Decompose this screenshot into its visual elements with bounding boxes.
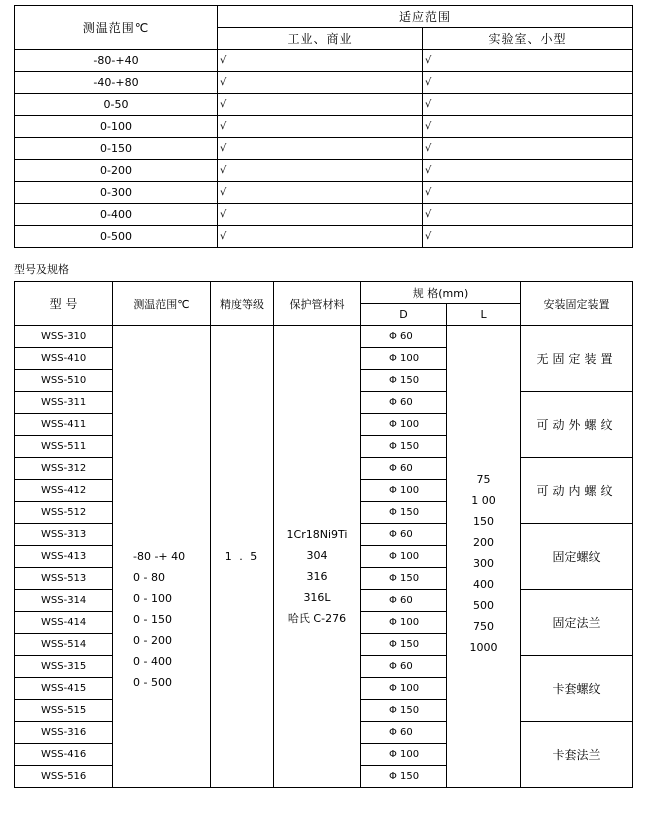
lab-check: √	[423, 94, 633, 116]
mount-cell: 可动外螺纹	[521, 392, 633, 458]
d-cell: Φ 60	[361, 590, 447, 612]
model-cell: WSS-411	[15, 414, 113, 436]
mount-cell: 卡套法兰	[521, 722, 633, 788]
industrial-check: √	[218, 160, 423, 182]
l-value: 200	[473, 536, 494, 549]
l-value: 1000	[469, 641, 498, 654]
d-cell: Φ 60	[361, 524, 447, 546]
table-row	[15, 138, 633, 160]
mount-cell: 卡套螺纹	[521, 656, 633, 722]
range-cell: 0-500	[15, 226, 218, 248]
l-value: 500	[473, 599, 494, 612]
model-cell: WSS-510	[15, 370, 113, 392]
model-cell: WSS-315	[15, 656, 113, 678]
d-cell: Φ 100	[361, 744, 447, 766]
material-value: 316L	[303, 591, 331, 604]
temperature-scope-table	[14, 5, 633, 248]
d-cell: Φ 150	[361, 568, 447, 590]
range-cell: 0-300	[15, 182, 218, 204]
d-cell: Φ 60	[361, 326, 447, 348]
mount-cell: 固定螺纹	[521, 524, 633, 590]
d-cell: Φ 100	[361, 414, 447, 436]
d-cell: Φ 100	[361, 348, 447, 370]
d-cell: Φ 150	[361, 766, 447, 788]
model-cell: WSS-316	[15, 722, 113, 744]
d-cell: Φ 60	[361, 458, 447, 480]
table-row	[15, 226, 633, 248]
model-cell: WSS-512	[15, 502, 113, 524]
table-header-row	[15, 6, 633, 28]
model-cell: WSS-310	[15, 326, 113, 348]
l-value: 300	[473, 557, 494, 570]
industrial-check: √	[218, 116, 423, 138]
model-cell: WSS-312	[15, 458, 113, 480]
lab-check: √	[423, 116, 633, 138]
range-header: 测温范围℃	[113, 282, 211, 326]
scope-header: 适应范围	[218, 6, 633, 28]
d-header: D	[361, 304, 447, 326]
range-cell: -80-+40	[15, 50, 218, 72]
spec-header: 规 格(mm)	[361, 282, 521, 304]
table-row	[15, 94, 633, 116]
d-cell: Φ 100	[361, 678, 447, 700]
model-cell: WSS-514	[15, 634, 113, 656]
section-title: 型号及规格	[14, 263, 69, 276]
range-value: 0 - 400	[133, 655, 172, 668]
lab-header: 实验室、小型	[423, 28, 633, 50]
material-list	[274, 484, 360, 629]
model-cell: WSS-311	[15, 392, 113, 414]
d-cell: Φ 150	[361, 436, 447, 458]
range-cell: 0-400	[15, 204, 218, 226]
l-value: 400	[473, 578, 494, 591]
table-row	[15, 326, 633, 348]
lab-check: √	[423, 182, 633, 204]
industrial-check: √	[218, 182, 423, 204]
range-value: 0 - 200	[133, 634, 172, 647]
model-cell: WSS-314	[15, 590, 113, 612]
model-cell: WSS-410	[15, 348, 113, 370]
range-cell: 0-200	[15, 160, 218, 182]
l-header: L	[447, 304, 521, 326]
d-cell: Φ 100	[361, 612, 447, 634]
table-row	[15, 204, 633, 226]
accuracy-cell: 1 . 5	[211, 326, 274, 788]
range-cell: 0-150	[15, 138, 218, 160]
range-value: 0 - 100	[133, 592, 172, 605]
range-value: 0 - 500	[133, 676, 172, 689]
industrial-check: √	[218, 72, 423, 94]
range-value: 0 - 150	[133, 613, 172, 626]
table-row	[15, 50, 633, 72]
mount-header: 安装固定装置	[521, 282, 633, 326]
material-value: 哈氏 C-276	[287, 612, 347, 625]
table-row	[15, 182, 633, 204]
d-cell: Φ 150	[361, 700, 447, 722]
industrial-check: √	[218, 226, 423, 248]
l-list	[447, 455, 520, 658]
material-header: 保护管材料	[274, 282, 361, 326]
d-cell: Φ 150	[361, 370, 447, 392]
mount-cell: 可动内螺纹	[521, 458, 633, 524]
range-cell: 0-100	[15, 116, 218, 138]
accuracy-header: 精度等级	[211, 282, 274, 326]
l-value: 150	[473, 515, 494, 528]
range-cell: 0-50	[15, 94, 218, 116]
d-cell: Φ 100	[361, 480, 447, 502]
d-cell: Φ 60	[361, 722, 447, 744]
lab-check: √	[423, 50, 633, 72]
lab-check: √	[423, 160, 633, 182]
material-value: 1Cr18Ni9Ti	[286, 528, 348, 541]
lab-check: √	[423, 226, 633, 248]
model-cell: WSS-313	[15, 524, 113, 546]
d-cell: Φ 150	[361, 634, 447, 656]
d-cell: Φ 60	[361, 656, 447, 678]
model-header: 型 号	[15, 282, 113, 326]
l-value: 750	[473, 620, 494, 633]
range-value: 0 - 80	[133, 571, 165, 584]
model-cell: WSS-511	[15, 436, 113, 458]
model-cell: WSS-415	[15, 678, 113, 700]
range-list	[113, 420, 210, 693]
lab-check: √	[423, 204, 633, 226]
l-value: 1 00	[471, 494, 496, 507]
model-cell: WSS-413	[15, 546, 113, 568]
material-cell	[274, 326, 361, 788]
table-row	[15, 160, 633, 182]
model-spec-table	[14, 281, 633, 788]
table-row	[15, 72, 633, 94]
industrial-check: √	[218, 94, 423, 116]
range-header: 测温范围℃	[15, 6, 218, 50]
d-cell: Φ 60	[361, 392, 447, 414]
l-cell	[447, 326, 521, 788]
model-cell: WSS-412	[15, 480, 113, 502]
material-value: 316	[306, 570, 328, 583]
d-cell: Φ 150	[361, 502, 447, 524]
model-cell: WSS-515	[15, 700, 113, 722]
industrial-header: 工业、商业	[218, 28, 423, 50]
l-value: 75	[476, 473, 491, 486]
industrial-check: √	[218, 138, 423, 160]
model-cell: WSS-513	[15, 568, 113, 590]
d-cell: Φ 100	[361, 546, 447, 568]
model-cell: WSS-414	[15, 612, 113, 634]
material-value: 304	[306, 549, 328, 562]
industrial-check: √	[218, 204, 423, 226]
table-header-row	[15, 282, 633, 304]
table-row	[15, 116, 633, 138]
range-cell	[113, 326, 211, 788]
model-cell: WSS-516	[15, 766, 113, 788]
model-cell: WSS-416	[15, 744, 113, 766]
mount-cell: 无固定装置	[521, 326, 633, 392]
lab-check: √	[423, 72, 633, 94]
lab-check: √	[423, 138, 633, 160]
industrial-check: √	[218, 50, 423, 72]
mount-cell: 固定法兰	[521, 590, 633, 656]
range-value: -80 -+ 40	[133, 550, 186, 563]
range-cell: -40-+80	[15, 72, 218, 94]
